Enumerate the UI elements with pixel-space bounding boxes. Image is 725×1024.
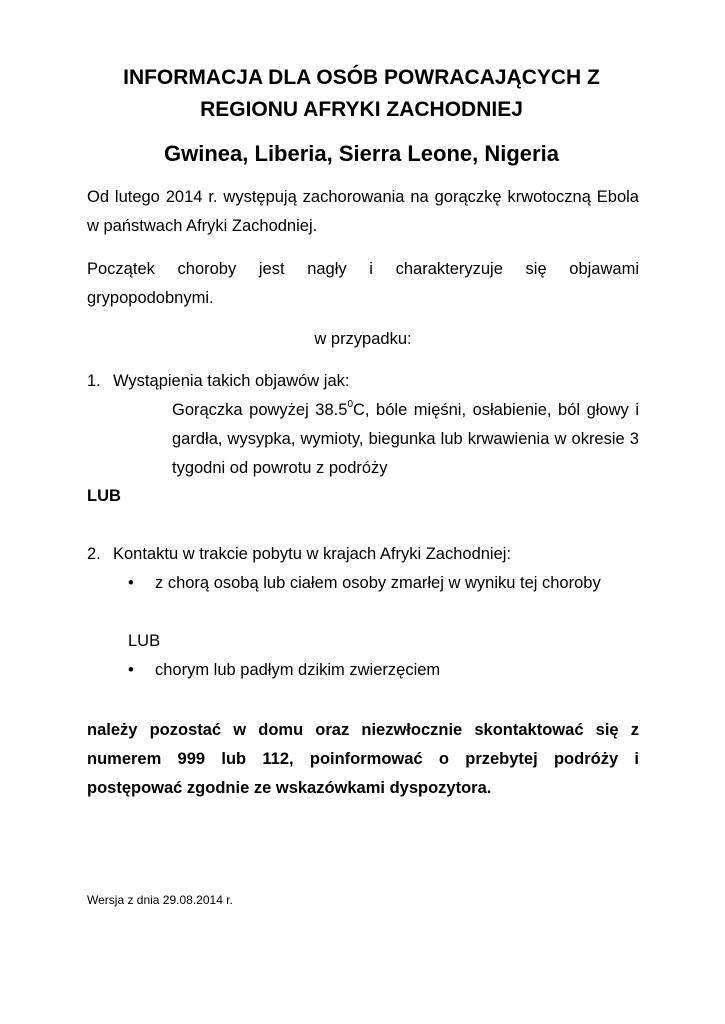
- intro-paragraph-2: Początek choroby jest nagły i charakteryzuje się objawami grypopodobnymi.: [87, 260, 639, 307]
- intro-paragraph-1: Od lutego 2014 r. występują zachorowania na gorączkę krwotoczną Ebola w państwach Afryki Zachodniej.: [87, 188, 639, 235]
- closing-instruction: należy pozostać w domu oraz niezwłocznie skontaktować się z numerem 999 lub 112, poinformować o przebytej podróży i postępować zgodnie ze wskazówkami dyspozytora.: [87, 721, 639, 797]
- symptoms-text-start: Gorączka powyżej 38.5: [172, 401, 348, 419]
- symptoms-text: [172, 396, 639, 483]
- bullet-item-animal: [128, 656, 639, 685]
- bullet-dot-icon: •: [128, 574, 134, 592]
- list-item-1-number: 1.: [87, 372, 101, 390]
- or-separator-plain: LUB: [128, 632, 161, 650]
- subtitle-countries: Gwinea, Liberia, Sierra Leone, Nigeria: [164, 141, 559, 166]
- degree-superscript: 0: [347, 398, 353, 410]
- list-item-2-heading: [87, 540, 511, 569]
- list-item-1-label: Wystąpienia takich objawów jak:: [113, 372, 350, 390]
- title-line-2: REGIONU AFRYKI ZACHODNIEJ: [200, 98, 523, 121]
- bullet-dot-icon: •: [128, 661, 134, 679]
- bullet-item-sick-person: [128, 569, 639, 598]
- or-separator-bold: LUB: [87, 487, 121, 505]
- list-item-2-number: 2.: [87, 545, 101, 563]
- list-item-1-heading: [87, 367, 349, 396]
- in-case-line: w przypadku:: [314, 330, 412, 348]
- bullet-item-sick-person-text: z chorą osobą lub ciałem osoby zmarłej w wyniku tej choroby: [155, 574, 601, 592]
- title-line-1: INFORMACJA DLA OSÓB POWRACAJĄCYCH Z: [123, 66, 600, 89]
- version-footer: Wersja z dnia 29.08.2014 r.: [87, 893, 233, 907]
- symptoms-text-rest: C, bóle mięśni, osłabienie, ból głowy i gardła, wysypka, wymioty, biegunka lub krwawienia w okresie 3 tygodni od powrotu z podróży: [172, 401, 639, 477]
- list-item-2-label: Kontaktu w trakcie pobytu w krajach Afryki Zachodniej:: [113, 545, 512, 563]
- bullet-item-animal-text: chorym lub padłym dzikim zwierzęciem: [155, 661, 441, 679]
